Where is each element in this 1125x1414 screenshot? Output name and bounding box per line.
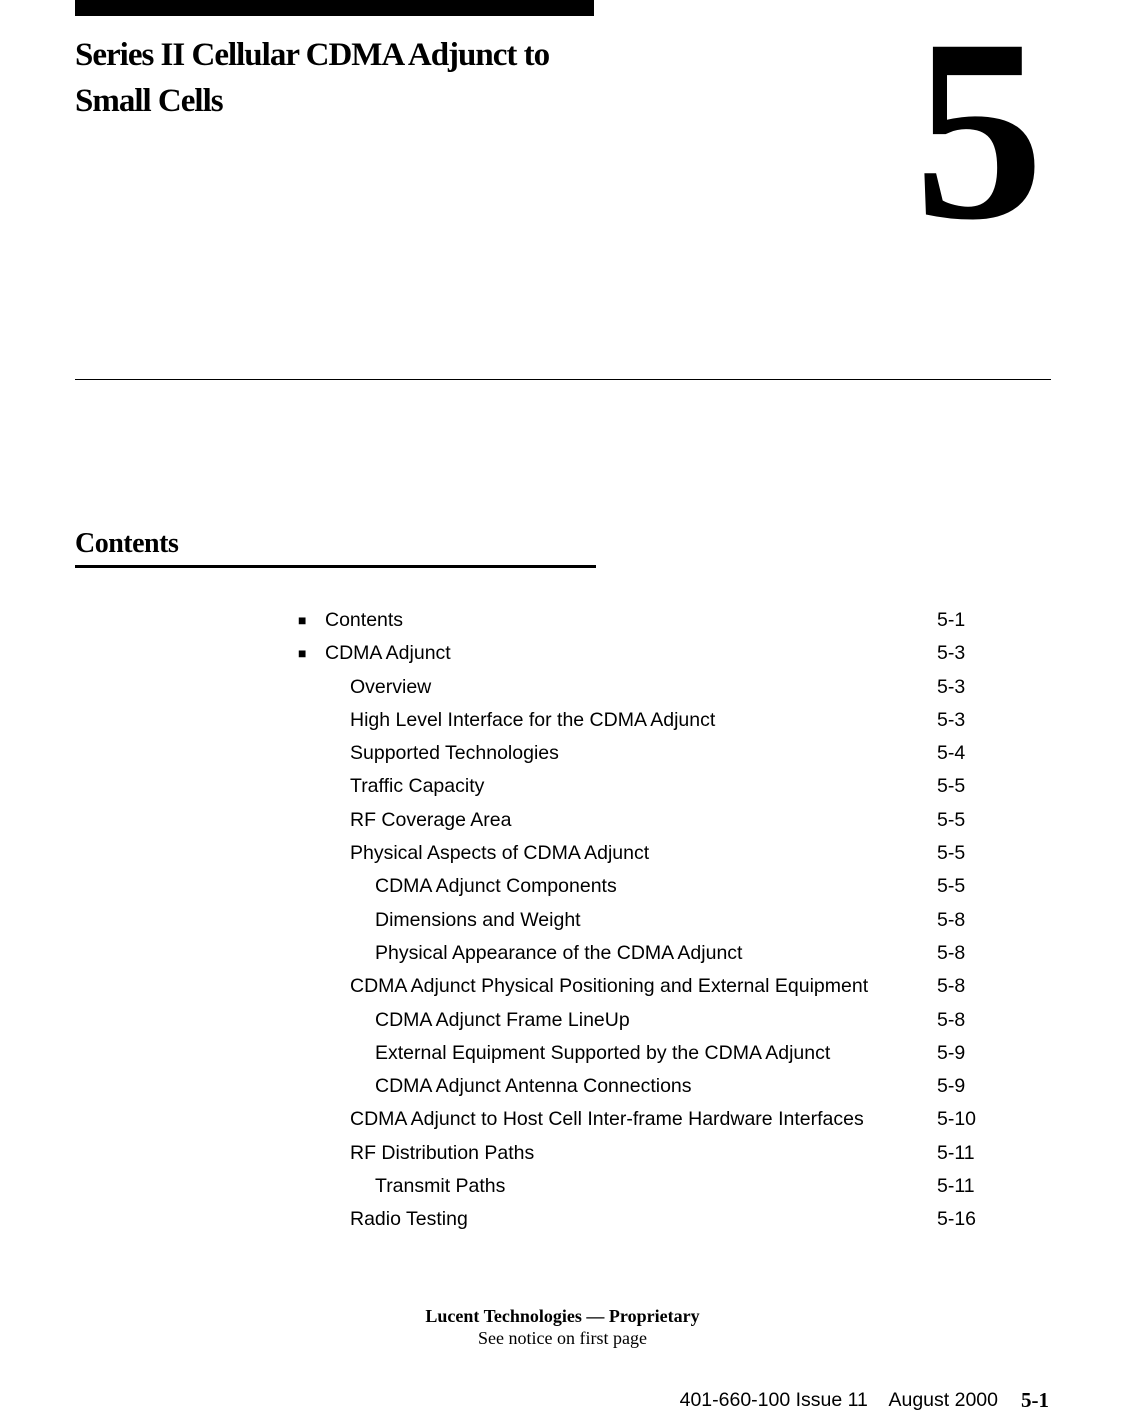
footer-notice: See notice on first page xyxy=(478,1328,647,1348)
toc-entry[interactable] xyxy=(0,1103,1125,1136)
toc-entry-title: Traffic Capacity xyxy=(350,775,485,798)
header-bar xyxy=(75,0,594,16)
toc-entry-page: 5-8 xyxy=(937,1008,966,1031)
toc-entry-page: 5-5 xyxy=(937,875,966,898)
toc-entry[interactable] xyxy=(0,704,1125,737)
toc-entry-page: 5-8 xyxy=(937,941,966,964)
toc-entry-page: 5-8 xyxy=(937,908,966,931)
toc-entry-page: 5-8 xyxy=(937,975,966,998)
toc-entry-page: 5-9 xyxy=(937,1041,966,1064)
toc-entry-title: RF Distribution Paths xyxy=(350,1141,535,1164)
toc-entry-title: CDMA Adjunct to Host Cell Inter-frame Hardware Interfaces xyxy=(350,1108,864,1131)
chapter-title-line-1: Series II Cellular CDMA Adjunct to xyxy=(75,37,550,73)
square-bullet-icon: ■ xyxy=(298,612,307,628)
toc-entry-title: High Level Interface for the CDMA Adjunct xyxy=(350,708,716,731)
square-bullet-icon: ■ xyxy=(298,645,307,662)
toc-entry[interactable] xyxy=(0,1137,1125,1170)
toc-entry-page: 5-11 xyxy=(937,1141,975,1164)
toc-entry-page: 5-3 xyxy=(937,675,966,698)
toc-entry-page: 5-5 xyxy=(937,775,966,798)
footer-company: Lucent Technologies — Proprietary xyxy=(425,1306,700,1326)
toc-entry-title: CDMA Adjunct Antenna Connections xyxy=(375,1075,692,1098)
toc-entry[interactable] xyxy=(0,870,1125,903)
toc-entry[interactable] xyxy=(0,1004,1125,1037)
toc-entry-page: 5-1 xyxy=(937,609,966,631)
toc-entry-page: 5-16 xyxy=(937,1208,977,1231)
contents-heading: Contents xyxy=(75,528,179,559)
section-divider xyxy=(75,379,1051,380)
toc-entry-title: Radio Testing xyxy=(350,1208,468,1231)
chapter-title-line-2: Small Cells xyxy=(75,83,223,119)
footer-page-number: 5-1 xyxy=(1021,1388,1049,1412)
toc-entry[interactable] xyxy=(0,671,1125,704)
toc-entry-title: CDMA Adjunct Components xyxy=(375,875,617,898)
toc-entry-page: 5-3 xyxy=(937,642,966,665)
toc-entry-title: Supported Technologies xyxy=(350,742,559,765)
toc-entry-title: CDMA Adjunct Physical Positioning and External Equipment xyxy=(350,975,869,998)
toc-entry[interactable] xyxy=(0,1070,1125,1103)
toc-entry[interactable] xyxy=(0,904,1125,937)
toc-entry[interactable] xyxy=(0,637,1125,670)
footer-doc-info: 401-660-100 Issue 11 August 2000 xyxy=(679,1389,998,1411)
toc-entry-page: 5-5 xyxy=(937,842,966,865)
toc-entry[interactable] xyxy=(0,1203,1125,1236)
toc-entry-title: Dimensions and Weight xyxy=(375,908,581,931)
toc-entry-title: Contents xyxy=(325,609,404,631)
toc-entry[interactable] xyxy=(0,1170,1125,1203)
toc-entry-page: 5-3 xyxy=(937,708,966,731)
toc-entry-page: 5-11 xyxy=(937,1175,975,1198)
toc-entry[interactable] xyxy=(0,1037,1125,1070)
toc-entry-page: 5-9 xyxy=(937,1075,966,1098)
toc-entry[interactable] xyxy=(0,837,1125,870)
toc-entry-title: RF Coverage Area xyxy=(350,808,512,831)
table-of-contents xyxy=(0,604,1125,1237)
chapter-title xyxy=(75,32,635,124)
toc-entry-title: Overview xyxy=(350,675,432,698)
toc-entry[interactable] xyxy=(0,970,1125,1003)
toc-entry[interactable] xyxy=(0,737,1125,770)
chapter-number: 5 xyxy=(914,0,1040,274)
toc-entry[interactable] xyxy=(0,804,1125,837)
toc-entry[interactable] xyxy=(0,770,1125,803)
toc-entry-title: Transmit Paths xyxy=(375,1175,506,1198)
toc-entry[interactable] xyxy=(0,937,1125,970)
toc-entry-title: Physical Appearance of the CDMA Adjunct xyxy=(375,941,743,964)
toc-entry-title: CDMA Adjunct Frame LineUp xyxy=(375,1008,630,1031)
toc-entry-page: 5-5 xyxy=(937,808,966,831)
toc-entry-page: 5-4 xyxy=(937,742,966,765)
toc-entry-page: 5-10 xyxy=(937,1108,977,1131)
toc-entry-title: External Equipment Supported by the CDMA Adjunct xyxy=(375,1041,831,1064)
toc-entry[interactable] xyxy=(0,604,1125,637)
toc-entry-title: CDMA Adjunct xyxy=(325,642,451,665)
toc-entry-title: Physical Aspects of CDMA Adjunct xyxy=(350,842,650,865)
contents-heading-rule xyxy=(75,565,596,568)
